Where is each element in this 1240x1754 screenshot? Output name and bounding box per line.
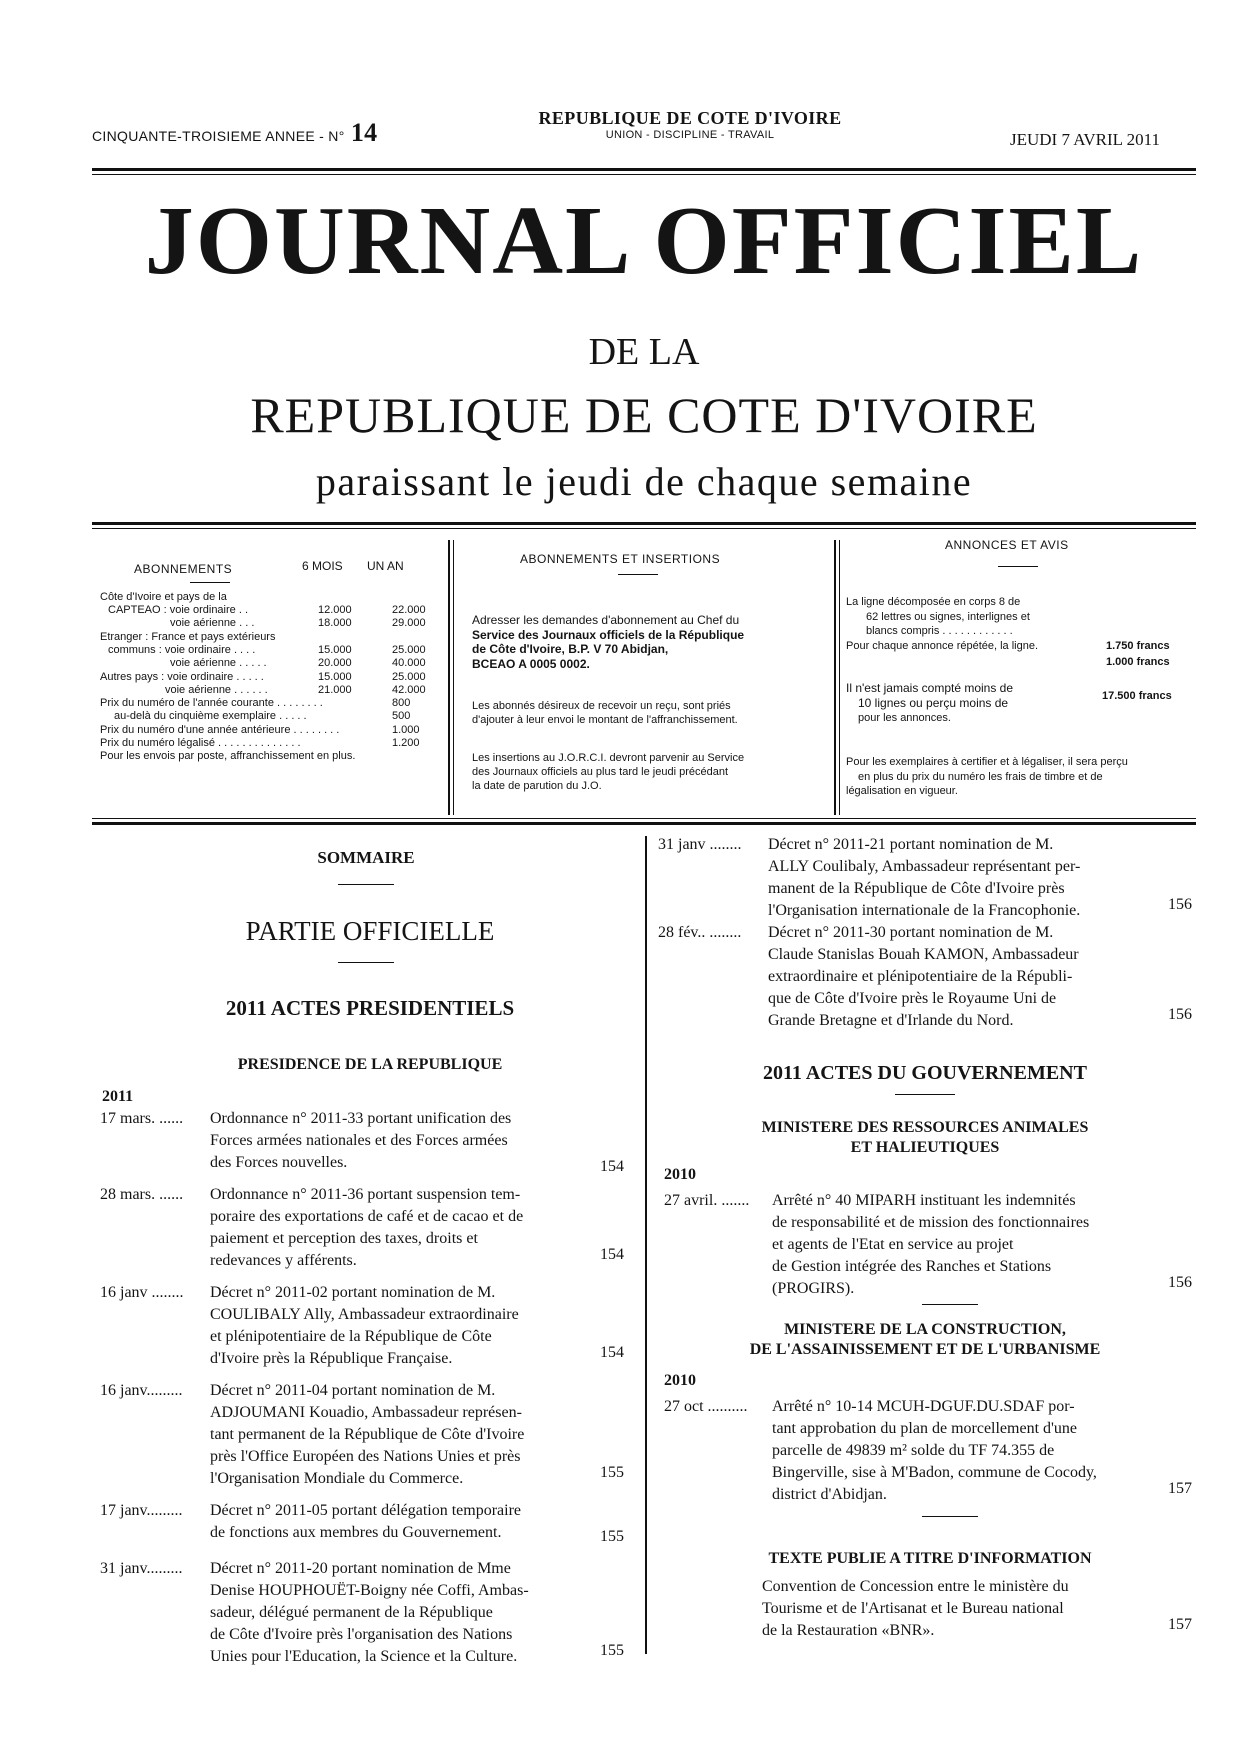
- country-header: [520, 108, 860, 141]
- box-divider-2b: [839, 540, 840, 815]
- subs-row-label: voie aérienne . . . . .: [170, 657, 267, 670]
- subs-row-6mois: 18.000: [318, 617, 352, 630]
- subs-row-6mois: 20.000: [318, 657, 352, 670]
- masthead-frequency: paraissant le jeudi de chaque semaine: [315, 459, 973, 504]
- box-bottom-rule-thin: [92, 818, 1196, 819]
- toc-entry-date: 17 janv.........: [100, 1502, 183, 1519]
- box-divider-1b: [453, 540, 454, 815]
- annonces-price-1: 1.750 francs: [1106, 640, 1170, 652]
- toc-entry-page: 154: [600, 1158, 624, 1175]
- annonces-p2-line: Il n'est jamais compté moins de: [846, 681, 1014, 695]
- toc-entry-line: tant approbation du plan de morcellement d'une: [772, 1420, 1078, 1437]
- insertions-p3-line: Les insertions au J.O.R.C.I. devront parvenir au Service: [472, 752, 745, 764]
- toc-entry-line: Décret n° 2011-02 portant nomination de M.: [210, 1284, 496, 1301]
- country-motto: UNION - DISCIPLINE - TRAVAIL: [605, 129, 775, 141]
- toc-entry-line: et plénipotentiaire de la République de Côte: [210, 1328, 492, 1345]
- toc-entry-line: Arrêté n° 40 MIPARH instituant les indemnités: [772, 1192, 1076, 1209]
- toc-entry-line: d'Ivoire près la République Française.: [210, 1350, 453, 1367]
- insertions-p1-line: Service des Journaux officiels de la République: [472, 627, 745, 642]
- actes-gouv-heading: 2011 ACTES DU GOUVERNEMENT: [763, 1062, 1087, 1084]
- subs-row-label: Prix du numéro d'une année antérieure . . . . . . . .: [100, 723, 340, 736]
- toc-entry-line: (PROGIRS).: [772, 1280, 855, 1297]
- insertions-p1-line: BCEAO A 0005 0002.: [472, 656, 590, 671]
- toc-entry-line: et agents de l'Etat en service au projet: [772, 1236, 1014, 1253]
- ministere1-line1: MINISTERE DES RESSOURCES ANIMALES: [761, 1119, 1089, 1136]
- masthead-de-la: DE LA: [588, 331, 700, 373]
- toc-entry-line: Décret n° 2011-20 portant nomination de Mme: [210, 1560, 511, 1577]
- subs-col-unan: UN AN: [367, 559, 404, 573]
- insertions-p3-line: la date de parution du J.O.: [472, 780, 602, 792]
- subs-row-6mois: 21.000: [318, 683, 352, 696]
- column-divider: [645, 836, 647, 1654]
- annonces-p1-line: 62 lettres ou signes, interlignes et: [866, 610, 1030, 623]
- sommaire-underline: [338, 884, 394, 885]
- actes-presidentiels-heading: 2011 ACTES PRESIDENTIELS: [225, 996, 515, 1020]
- toc-entry-line: ADJOUMANI Kouadio, Ambassadeur représen-: [210, 1404, 522, 1421]
- annonces-p1-line: Pour chaque annonce répétée, la ligne.: [846, 639, 1039, 652]
- toc-entry-line: Claude Stanislas Bouah KAMON, Ambassadeur: [768, 946, 1079, 963]
- masthead-title: JOURNAL OFFICIEL: [144, 187, 1144, 295]
- box-divider-2: [834, 540, 836, 815]
- toc-entry-date: 28 mars. ......: [100, 1186, 184, 1203]
- toc-entry-line: Décret n° 2011-04 portant nomination de M.: [210, 1382, 496, 1399]
- subs-row-label: Autres pays : voie ordinaire . . . . .: [100, 670, 264, 683]
- box-top-rule: [92, 522, 1196, 525]
- toc-entry-line: Tourisme et de l'Artisanat et le Bureau national: [762, 1600, 1064, 1617]
- ministere2-line1: MINISTERE DE LA CONSTRUCTION,: [784, 1321, 1066, 1338]
- edition-label: [92, 118, 377, 148]
- subs-row-unan: 500: [392, 710, 411, 723]
- toc-entry-page: 156: [1168, 1274, 1192, 1291]
- toc-entry-page: 156: [1168, 896, 1192, 913]
- toc-entry-line: Ordonnance n° 2011-36 portant suspension tem-: [210, 1186, 521, 1203]
- toc-entry-page: 157: [1168, 1616, 1192, 1633]
- subs-col-6mois: 6 MOIS: [302, 559, 343, 573]
- year-2010-b: 2010: [664, 1372, 696, 1389]
- toc-entry-line: ALLY Coulibaly, Ambassadeur représentant per-: [768, 858, 1081, 875]
- subs-heading: ABONNEMENTS: [134, 562, 233, 576]
- toc-entry-line: Unies pour l'Education, la Science et la Culture.: [210, 1648, 518, 1665]
- subs-row-label: Pour les envois par poste, affranchissement en plus.: [100, 750, 356, 763]
- year-2010-a: 2010: [664, 1166, 696, 1183]
- toc-entry-line: paiement et perception des taxes, droits et: [210, 1230, 478, 1247]
- toc-entry-page: 155: [600, 1642, 624, 1659]
- annonces-p2-line: pour les annonces.: [858, 712, 951, 724]
- toc-entry-line: que de Côte d'Ivoire près le Royaume Uni de: [768, 990, 1057, 1007]
- subs-row-label: Prix du numéro légalisé . . . . . . . . . . . . . .: [100, 737, 301, 749]
- year-2011: 2011: [102, 1088, 134, 1105]
- sommaire-title: SOMMAIRE: [317, 848, 415, 867]
- insertions-p2-line: Les abonnés désireux de recevoir un reçu, sont priés: [472, 700, 731, 712]
- toc-entry-line: près l'Office Européen des Nations Unies et près: [210, 1448, 521, 1465]
- toc-entry-line: de Côte d'Ivoire près l'organisation des Nations: [210, 1626, 513, 1643]
- toc-entry-line: parcelle de 49839 m² solde du TF 74.355 de: [772, 1442, 1055, 1459]
- partie-officielle: PARTIE OFFICIELLE: [245, 916, 495, 946]
- subs-row-label: Prix du numéro de l'année courante . . . . . . . .: [100, 697, 323, 710]
- toc-entry-line: Forces armées nationales et des Forces armées: [210, 1132, 508, 1149]
- masthead-republic: REPUBLIQUE DE COTE D'IVOIRE: [250, 387, 1038, 443]
- insertions-p1-line: de Côte d'Ivoire, B.P. V 70 Abidjan,: [472, 642, 669, 656]
- toc-entry-line: Décret n° 2011-21 portant nomination de M.: [768, 836, 1054, 853]
- ministere1-line2: ET HALIEUTIQUES: [850, 1139, 1000, 1156]
- toc-entry-line: redevances y afférents.: [210, 1252, 357, 1269]
- annonces-price-2: 1.000 francs: [1106, 656, 1170, 668]
- toc-entry-line: Denise HOUPHOUËT-Boigny née Coffi, Ambas-: [210, 1582, 529, 1599]
- toc-entry-line: Convention de Concession entre le ministère du: [762, 1578, 1069, 1595]
- subs-row-6mois: 12.000: [318, 604, 352, 616]
- texte-info-heading: TEXTE PUBLIE A TITRE D'INFORMATION: [768, 1550, 1092, 1567]
- annonces-price-3: 17.500 francs: [1102, 690, 1172, 702]
- gov2-underline: [922, 1516, 978, 1517]
- subs-row-unan: 42.000: [392, 683, 426, 696]
- annonces-heading-underline: [998, 566, 1038, 567]
- subs-row-unan: 40.000: [392, 657, 426, 670]
- ministere2-line2: DE L'ASSAINISSEMENT ET DE L'URBANISME: [749, 1341, 1101, 1358]
- toc-entry-page: 154: [600, 1344, 624, 1361]
- toc-entry-line: sadeur, délégué permanent de la République: [210, 1604, 493, 1621]
- toc-entry-date: 27 oct ..........: [664, 1398, 748, 1415]
- toc-entry-date: 31 janv.........: [100, 1560, 183, 1577]
- toc-entry-line: Grande Bretagne et d'Irlande du Nord.: [768, 1012, 1014, 1029]
- subs-row-unan: 22.000: [392, 604, 426, 616]
- toc-entry-date: 16 janv ........: [100, 1284, 184, 1301]
- toc-entry-line: manent de la République de Côte d'Ivoire près: [768, 880, 1065, 897]
- toc-entry-line: poraire des exportations de café et de cacao et de: [210, 1208, 524, 1225]
- insertions-p2-line: d'ajouter à leur envoi le montant de l'affranchissement.: [472, 714, 738, 726]
- toc-entry-line: Bingerville, sise à M'Badon, commune de Cocody,: [772, 1464, 1097, 1481]
- annonces-p3-line: légalisation en vigueur.: [846, 785, 958, 797]
- toc-entry-line: Décret n° 2011-30 portant nomination de M.: [768, 924, 1054, 941]
- toc-entry-date: 17 mars. ......: [100, 1110, 184, 1127]
- toc-entry-line: l'Organisation internationale de la Francophonie.: [768, 902, 1081, 919]
- toc-entry-line: l'Organisation Mondiale du Commerce.: [210, 1470, 464, 1487]
- annonces-p3-line: en plus du prix du numéro les frais de timbre et de: [858, 770, 1103, 783]
- annonces-p2-line: 10 lignes ou perçu moins de: [858, 696, 1009, 710]
- subs-row-label: Etranger : France et pays extérieurs: [100, 630, 276, 643]
- gov1-underline: [922, 1304, 978, 1305]
- header-rule: [92, 168, 1196, 171]
- toc-entry-page: 156: [1168, 1006, 1192, 1023]
- toc-entry-page: 155: [600, 1528, 624, 1545]
- insertions-heading: ABONNEMENTS ET INSERTIONS: [520, 552, 721, 566]
- issue-date: JEUDI 7 AVRIL 2011: [1010, 130, 1161, 149]
- annonces-p1-line: blancs compris . . . . . . . . . . . .: [866, 625, 1013, 637]
- toc-entry-line: des Forces nouvelles.: [210, 1154, 348, 1171]
- subs-row-unan: 1.000: [392, 723, 420, 736]
- subs-row-label: au-delà du cinquième exemplaire . . . . .: [114, 710, 307, 723]
- toc-entry-line: COULIBALY Ally, Ambassadeur extraordinaire: [210, 1306, 519, 1323]
- country-name: REPUBLIQUE DE COTE D'IVOIRE: [538, 108, 842, 128]
- toc-entry-line: de la Restauration «BNR».: [762, 1622, 935, 1639]
- subs-row-label: voie aérienne . . .: [170, 617, 255, 630]
- subs-row-unan: 1.200: [392, 737, 420, 749]
- subs-line1: Côte d'Ivoire et pays de la: [100, 591, 227, 603]
- subs-row-label: CAPTEAO : voie ordinaire . .: [108, 604, 248, 616]
- subs-row-unan: 25.000: [392, 670, 426, 683]
- subs-row-label: communs : voie ordinaire . . . .: [108, 643, 256, 656]
- subs-row-6mois: 15.000: [318, 670, 352, 683]
- actes-gouv-underline: [895, 1094, 955, 1095]
- edition-text: CINQUANTE-TROISIEME ANNEE - N°: [92, 128, 345, 144]
- subs-row-unan: 800: [392, 697, 411, 710]
- insertions-p3-line: des Journaux officiels au plus tard le jeudi précédant: [472, 766, 729, 778]
- toc-entry-date: 31 janv ........: [658, 836, 742, 853]
- annonces-heading: ANNONCES ET AVIS: [945, 538, 1069, 552]
- toc-entry-line: Ordonnance n° 2011-33 portant unification des: [210, 1110, 512, 1127]
- toc-entry-line: de Gestion intégrée des Ranches et Stations: [772, 1258, 1052, 1275]
- toc-entry-date: 27 avril. .......: [664, 1192, 750, 1209]
- toc-entry-page: 157: [1168, 1480, 1192, 1497]
- box-bottom-rule: [92, 822, 1196, 825]
- ministere-ressources-heading: [690, 1118, 1160, 1158]
- toc-entry-line: de fonctions aux membres du Gouvernement.: [210, 1524, 502, 1541]
- subs-row-label: voie aérienne . . . . . .: [165, 683, 268, 696]
- toc-entry-page: 154: [600, 1246, 624, 1263]
- insertions-heading-underline: [618, 574, 658, 575]
- ministere-construction-heading: [690, 1320, 1160, 1360]
- toc-entry-line: extraordinaire et plénipotentiaire de la Républi-: [768, 968, 1073, 985]
- subs-heading-underline: [190, 582, 230, 583]
- toc-entry-line: Décret n° 2011-05 portant délégation temporaire: [210, 1502, 522, 1519]
- toc-entry-line: tant permanent de la République de Côte d'Ivoire: [210, 1426, 525, 1443]
- subs-row-unan: 29.000: [392, 617, 426, 630]
- partie-underline: [338, 962, 394, 963]
- toc-entry-date: 16 janv.........: [100, 1382, 183, 1399]
- issue-number: 14: [350, 118, 378, 147]
- annonces-p1-line: La ligne décomposée en corps 8 de: [846, 596, 1021, 608]
- annonces-p3-line: Pour les exemplaires à certifier et à légaliser, il sera perçu: [846, 756, 1128, 768]
- toc-entry-date: 28 fév.. ........: [658, 924, 742, 941]
- toc-entry-line: district d'Abidjan.: [772, 1486, 887, 1503]
- subs-row-unan: 25.000: [392, 643, 426, 656]
- presidence-heading: PRESIDENCE DE LA REPUBLIQUE: [237, 1056, 503, 1073]
- toc-entry-page: 155: [600, 1464, 624, 1481]
- box-divider-1: [448, 540, 450, 815]
- insertions-p1-line: Adresser les demandes d'abonnement au Chef du: [472, 613, 740, 627]
- toc-entry-line: de responsabilité et de mission des fonctionnaires: [772, 1214, 1090, 1231]
- toc-entry-line: Arrêté n° 10-14 MCUH-DGUF.DU.SDAF por-: [772, 1398, 1075, 1415]
- box-top-rule-thin: [92, 528, 1196, 529]
- header-rule-thin: [92, 174, 1196, 175]
- subs-row-6mois: 15.000: [318, 643, 352, 656]
